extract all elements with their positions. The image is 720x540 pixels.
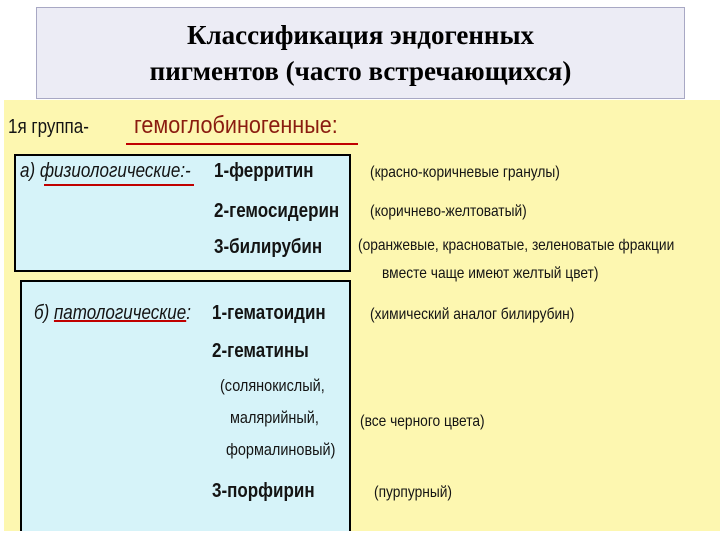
pathological-note-2: (все черного цвета) (360, 413, 485, 430)
pathological-note-1: (химический аналог билирубин) (370, 306, 575, 323)
hematin-type-3: формалиновый) (226, 440, 336, 459)
pathological-label (34, 302, 191, 325)
physiological-label: а) физиологические:- (20, 160, 191, 182)
physiological-underline (44, 184, 194, 186)
pathological-label-suffix: : (186, 302, 191, 324)
bottom-edge (0, 531, 720, 540)
physiological-note-2: (коричнево-желтоватый) (370, 203, 527, 220)
physiological-note-1: (красно-коричневые гранулы) (370, 164, 560, 181)
group-name: гемоглобиногенные: (134, 112, 338, 139)
physiological-note-4: вместе чаще имеют желтый цвет) (382, 265, 599, 282)
title-line-1: Классификация эндогенных (186, 20, 535, 50)
hematin-type-2: малярийный, (230, 408, 319, 427)
pathological-note-3: (пурпурный) (374, 484, 453, 501)
physiological-item-2: 2-гемосидерин (214, 200, 340, 222)
physiological-item-1: 1-ферритин (214, 160, 314, 182)
pathological-label-prefix: б) (34, 302, 54, 324)
title-line-2: пигментов (часто встречающихся) (149, 56, 572, 86)
pathological-item-2: 2-гематины (212, 340, 309, 362)
pathological-item-1: 1-гематоидин (212, 302, 326, 324)
title-box (36, 7, 685, 99)
group-name-underline (126, 143, 358, 145)
pathological-label-word: патологические (53, 302, 187, 324)
group-label: 1я группа- (8, 116, 89, 138)
pathological-item-3: 3-порфирин (212, 480, 315, 502)
content-area (4, 100, 720, 540)
hematin-type-1: (солянокислый, (220, 376, 325, 395)
physiological-item-3: 3-билирубин (214, 236, 323, 258)
physiological-note-3: (оранжевые, красноватые, зеленоватые фракции (358, 237, 675, 254)
